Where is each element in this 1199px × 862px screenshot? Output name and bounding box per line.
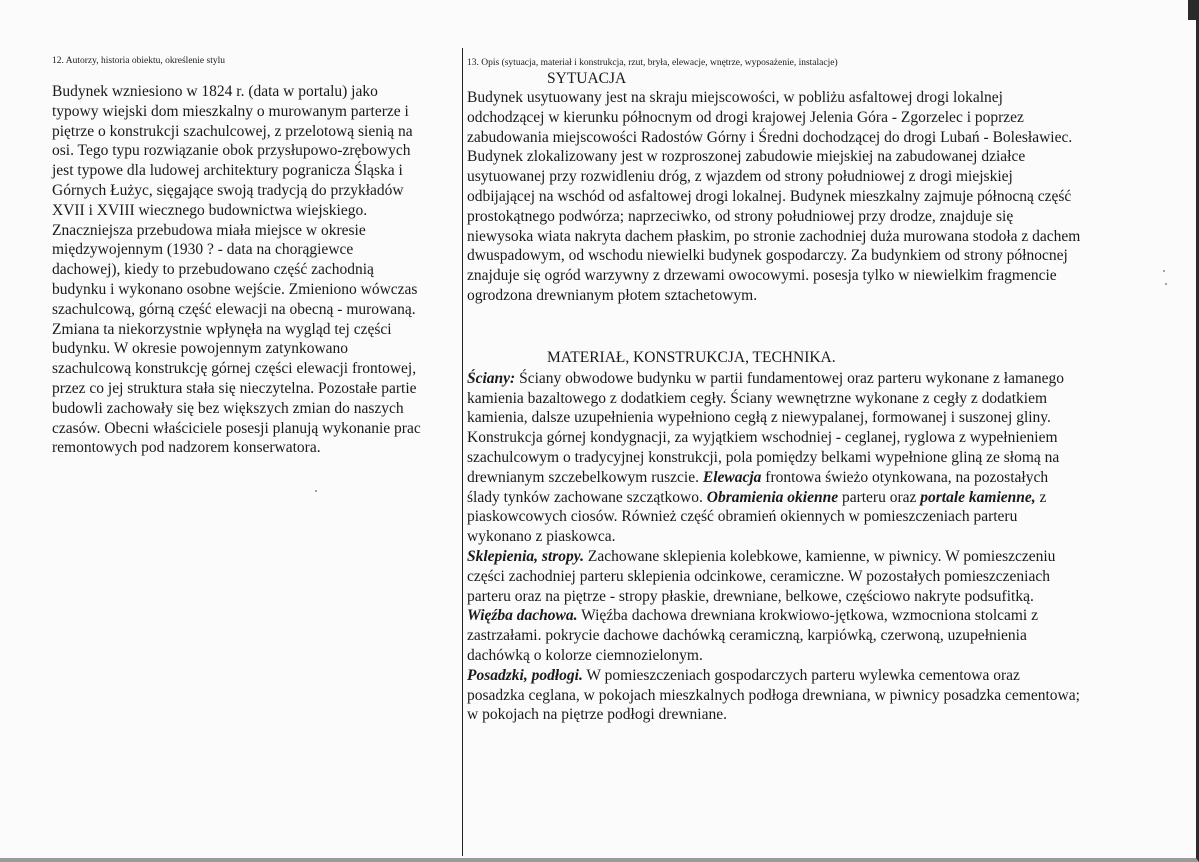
material-label: Posadzki, podłogi. [467, 666, 583, 684]
material-line [467, 408, 1167, 428]
material-line [467, 666, 1167, 686]
history-line: jest typowe dla ludowej architektury pogranicza Śląska i [52, 162, 403, 180]
situation-line: zabudowania miejscowości Radostów Górny i Średni dochodzącej do drogi Lubań - Bolesławiec. [467, 128, 1073, 146]
material-text: Konstrukcja górnej kondygnacji, za wyjątkiem wschodniej - ceglanej, ryglowa z wypełnieniem [467, 429, 1058, 447]
history-line: remontowych pod nadzorem konserwatora. [52, 439, 321, 457]
material-text: parteru oraz na piętrze - stropy płaskie, drewniane, belkowe, częściowo nakryte podsufitką. [467, 587, 1034, 605]
situation-line: ogrodzona drewnianym płotem sztachetowym. [467, 286, 758, 304]
material-label: Sklepienia, stropy. [467, 547, 584, 565]
history-line: typowy wiejski dom mieszkalny o murowanym parterze i [52, 102, 409, 120]
situation-text [467, 88, 1167, 306]
history-line: XVII i XVIII wiecznego budownictwa wiejskiego. [52, 201, 368, 219]
situation-line: Budynek usytuowany jest na skraju miejscowości, w pobliżu asfaltowej drogi lokalnej [467, 89, 1003, 106]
scan-speck [1163, 270, 1165, 272]
material-line [467, 369, 1167, 389]
material-text: części zachodniej parteru sklepienia odcinkowe, ceramiczne. W pozostałych pomieszczeniach [467, 567, 1050, 585]
situation-line: Budynek zlokalizowany jest w rozproszonej zabudowie miejskiej na zabudowanej działce [467, 148, 1026, 166]
material-label: Elewacja [702, 468, 762, 486]
material-label: Więźba dachowa. [467, 607, 578, 625]
material-title: MATERIAŁ, KONSTRUKCJA, TECHNIKA. [547, 348, 836, 366]
scan-speck [1165, 283, 1167, 285]
material-text: parteru oraz [838, 488, 921, 506]
situation-line: prostokątnego podwórza; naprzeciwko, od strony południowej przy drodze, znajduje się [467, 207, 1014, 225]
situation-title: SYTUACJA [547, 70, 627, 87]
material-label: portale kamienne, [920, 488, 1036, 506]
history-text [52, 82, 457, 458]
material-line [467, 626, 1167, 646]
material-line [467, 587, 1167, 607]
history-line: budynku i wykonano osobne wejście. Zmieniono wówczas [52, 280, 418, 298]
history-line: czasów. Obecni właściciele posesji planują wykonanie prac [52, 419, 421, 437]
material-text: W pomieszczeniach gospodarczych parteru wylewka cementowa oraz [582, 666, 1020, 684]
material-label: Ściany: [467, 369, 516, 387]
history-line: budowli zachowały się bez większych zmian do naszych [52, 399, 404, 417]
situation-line: usytuowanej przy rozwidleniu dróg, z wjazdem od strony południowej z drogi miejskiej [467, 168, 1013, 186]
situation-line: niewysoka wiata nakryta dachem płaskim, po stronie zachodniej duża murowana stodoła z dachem [467, 227, 1081, 245]
material-text: frontowa świeżo otynkowana, na pozostałych [761, 468, 1049, 486]
material-line [467, 567, 1167, 587]
history-line: budynku. W okresie powojennym zatynkowano [52, 340, 349, 358]
material-text: Zachowane sklepienia kolebkowe, kamienne, w piwnicy. W pomieszczeniu [583, 547, 1056, 565]
history-line: szachulcową konstrukcję górnej części elewacji frontowej, [52, 360, 417, 378]
history-line: Zmiana ta niekorzystnie wpłynęła na wygląd tej części [52, 320, 392, 338]
material-text: szachulcowym o tradycyjnej konstrukcji, pola pomiędzy belkami wypełnione gliną ze słomą na [467, 448, 1060, 466]
material-line [467, 507, 1167, 527]
material-line [467, 488, 1167, 508]
material-text: Ściany obwodowe budynku w partii fundamentowej oraz parteru wykonane z łamanego [515, 369, 1065, 387]
material-text: zastrzałami. pokrycie dachowe dachówką ceramiczną, karpiówką, czerwoną, uzupełnienia [467, 627, 1027, 645]
history-line: Znaczniejsza przebudowa miała miejsce w okresie [52, 221, 366, 239]
history-line: Górnych Łużyc, sięgające swoją tradycją do przykładów [52, 181, 404, 199]
material-text: wykonano z piaskowca. [467, 528, 616, 546]
material-line [467, 428, 1167, 448]
material-line [467, 646, 1167, 666]
situation-line: odchodzącej w kierunku północnym od drogi krajowej Jelenia Góra - Zgorzelec i poprzez [467, 108, 1024, 126]
scan-edge-mark [1188, 0, 1196, 20]
history-line: osi. Tego typu rozwiązanie obok przysłupowo-zrębowych [52, 142, 411, 160]
history-heading: 12. Autorzy, historia obiektu, określenie stylu [52, 56, 225, 66]
material-text: kamienia bazaltowego z dodatkiem cegły. Ściany wewnętrzne wykonane z cegły z dodatkiem [467, 389, 1048, 407]
material-label: Obramienia okienne [706, 488, 839, 506]
description-heading: 13. Opis (sytuacja, materiał i konstrukcja, rzut, bryła, elewacje, wnętrze, wyposażenie, instalacje) [467, 58, 838, 68]
material-text: posadzka ceglana, w pokojach mieszkalnych podłoga drewniana, w piwnicy posadzka cementowa; [467, 686, 1080, 704]
material-text: dachówką o kolorze ciemnozielonym. [467, 646, 703, 664]
history-line: przez co jej struktura stała się nieczytelna. Pozostałe partie [52, 379, 417, 397]
history-line: dachowej), kiedy to przebudowano część zachodnią [52, 261, 374, 279]
situation-line: dwuspadowym, od wschodu niewielki budynek gospodarczy. Za budynkiem od strony północnej [467, 247, 1068, 265]
material-line [467, 448, 1167, 468]
material-text: drewnianym szczebelkowym ruszcie. [467, 468, 703, 486]
history-column [52, 55, 457, 458]
history-line: szachulcową, górną część elewacji na obecną - murowaną. [52, 300, 416, 318]
history-line: międzywojennym (1930 ? - data na chorągiewce [52, 241, 354, 259]
material-text: piaskowcowych ciosów. Również część obramień okiennych w pomieszczeniach parteru [467, 508, 1018, 526]
material-text: Więźba dachowa drewniana krokwiowo-jętkowa, wzmocniona stolcami z [577, 607, 1038, 625]
material-line [467, 547, 1167, 567]
material-text: w pokojach na piętrze podłogi drewniane. [467, 706, 727, 724]
history-line: Budynek wzniesiono w 1824 r. (data w portalu) jako [52, 83, 378, 100]
column-divider [462, 48, 463, 856]
material-text [467, 369, 1167, 725]
material-line [467, 389, 1167, 409]
description-column [467, 57, 1167, 725]
material-line [467, 606, 1167, 626]
material-line [467, 468, 1167, 488]
situation-line: odbijającej na wschód od asfaltowej drogi lokalnej. Budynek mieszkalny zajmuje północną część [467, 187, 1072, 205]
material-line [467, 705, 1167, 725]
scan-speck [315, 490, 317, 492]
material-line [467, 686, 1167, 706]
material-text: ślady tynków zachowane szczątkowo. [467, 488, 707, 506]
history-line: piętrze o konstrukcji szachulcowej, z przelotową sienią na [52, 122, 413, 140]
situation-line: znajduje się ogród warzywny z drzewami owocowymi. posesja tylko w niewielkim fragmencie [467, 267, 1057, 285]
material-text: kamienia, dalsze uzupełnienia wypełniono cegłą z niewypalanej, formowanej i suszonej gliny. [467, 409, 1051, 427]
material-text: z [1035, 488, 1047, 506]
material-line [467, 527, 1167, 547]
